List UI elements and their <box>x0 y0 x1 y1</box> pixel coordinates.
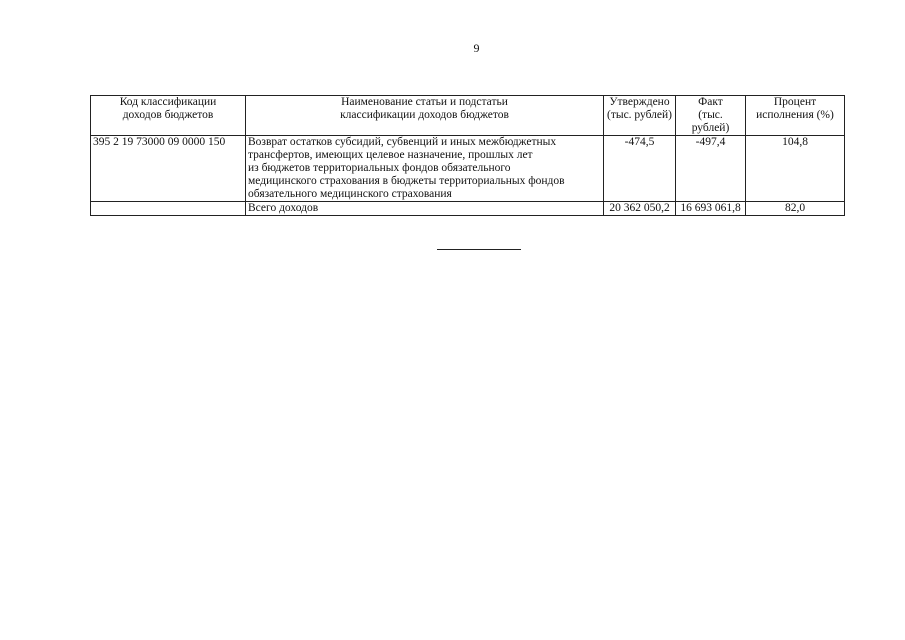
total-fact: 16 693 061,8 <box>676 202 746 216</box>
total-approved: 20 362 050,2 <box>604 202 676 216</box>
revenue-table <box>90 95 845 216</box>
header-code-line-2: доходов бюджетов <box>122 109 214 121</box>
row-name <box>246 136 604 202</box>
table-header-row <box>91 96 845 136</box>
row-code: 395 2 19 73000 09 0000 150 <box>91 136 246 202</box>
total-row <box>91 202 845 216</box>
header-fact-line-2: (тыс. рублей) <box>691 109 730 134</box>
header-fact-line-1: Факт <box>698 96 723 108</box>
row-fact: -497,4 <box>676 136 746 202</box>
header-percent <box>746 96 845 136</box>
header-fact <box>676 96 746 136</box>
row-approved: -474,5 <box>604 136 676 202</box>
header-percent-line-1: Процент <box>773 96 817 108</box>
header-approved-line-1: Утверждено <box>609 96 670 108</box>
header-approved <box>604 96 676 136</box>
header-approved-line-2: (тыс. рублей) <box>606 109 673 121</box>
row-name-line-3: из бюджетов территориальных фондов обязательного <box>248 162 511 174</box>
total-name: Всего доходов <box>246 202 604 216</box>
end-rule-divider <box>437 249 521 250</box>
total-code <box>91 202 246 216</box>
header-name-line-2: классификации доходов бюджетов <box>340 109 509 121</box>
row-name-line-1: Возврат остатков субсидий, субвенций и иных межбюджетных <box>248 136 557 148</box>
total-percent: 82,0 <box>746 202 845 216</box>
row-name-line-5: обязательного медицинского страхования <box>248 188 452 200</box>
header-name <box>246 96 604 136</box>
row-percent: 104,8 <box>746 136 845 202</box>
row-name-line-4: медицинского страхования в бюджеты территориальных фондов <box>248 175 565 187</box>
header-percent-line-2: исполнения (%) <box>756 109 834 121</box>
table-row <box>91 136 845 202</box>
header-code-line-1: Код классификации <box>119 96 217 108</box>
page-number: 9 <box>473 41 480 55</box>
row-name-line-2: трансфертов, имеющих целевое назначение, прошлых лет <box>248 149 533 161</box>
header-name-line-1: Наименование статьи и подстатьи <box>341 96 508 108</box>
header-code <box>91 96 246 136</box>
